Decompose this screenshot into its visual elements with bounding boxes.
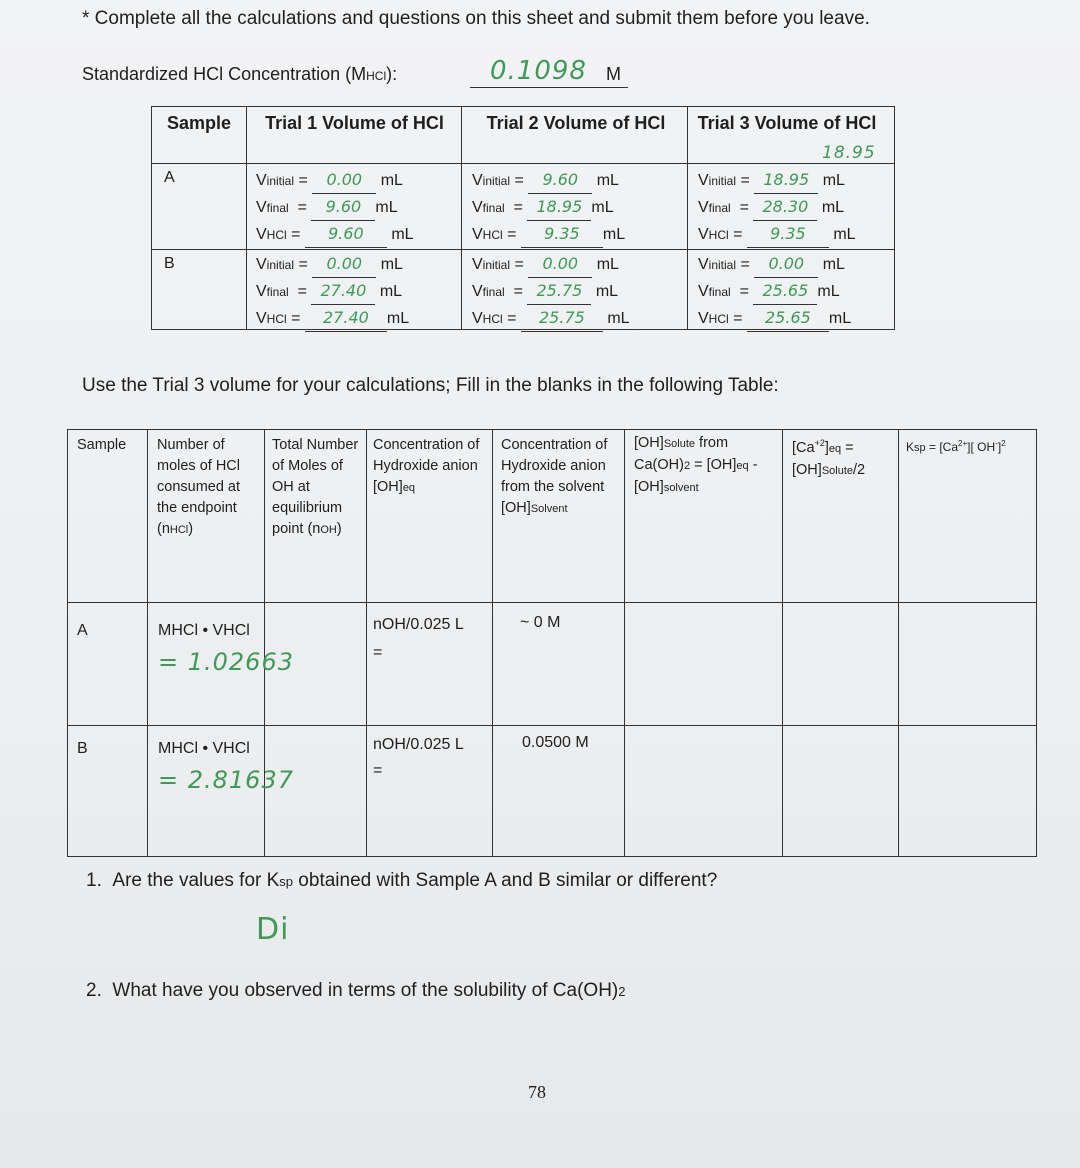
question-1: 1. Are the values for Ksp obtained with Sample A and B similar or different? xyxy=(86,870,718,891)
h2-conc-oh-solvent: Concentration of Hydroxide anion from the solvent [OH]Solvent xyxy=(501,437,608,516)
row-a-solvent: ~ 0 M xyxy=(520,614,561,631)
row-b-conc-formula: nOH/0.025 L xyxy=(373,736,464,753)
b-trial1: Vinitial = 0.00 mL Vfinal = 27.40 mL VHCl = 27.40 mL xyxy=(256,251,409,332)
page-number: 78 xyxy=(528,1082,546,1102)
trial3-instruction: Use the Trial 3 volume for your calculations; Fill in the blanks in the following Table: xyxy=(82,375,779,396)
header-sample: Sample xyxy=(166,113,232,133)
a-trial1: Vinitial = 0.00 mL Vfinal = 9.60 mL VHCl = 9.60 mL xyxy=(256,167,414,248)
question-2: 2. What have you observed in terms of the solubility of Ca(OH)2 xyxy=(86,980,626,1001)
header-trial3: Trial 3 Volume of HCl xyxy=(697,113,877,133)
h2-ksp: Ksp = $[Ca^{2+}]$[ OH-]$^2$ xyxy=(906,439,1006,454)
header-trial2: Trial 2 Volume of HCl xyxy=(486,113,666,133)
b-trial3: Vinitial = 0.00 mL Vfinal = 25.65 mL VHCl = 25.65 mL xyxy=(698,251,851,332)
row-a-formula: MHCl • VHCl xyxy=(158,622,250,639)
hcl-concentration-unit: M xyxy=(606,64,621,84)
sample-a-label: A xyxy=(164,169,175,186)
trial-volume-table xyxy=(151,106,895,330)
sample-b-label: B xyxy=(164,255,175,272)
standardized-label: Standardized HCl Concentration (MHCl): xyxy=(82,64,398,84)
h2-ca-eq: $[Ca^{+2}]eq$ = [OH]Solute/2 xyxy=(792,438,866,478)
b-trial2: Vinitial = 0.00 mL Vfinal = 25.75 mL VHCl = 25.75 mL xyxy=(472,251,630,332)
row-a-sample: A xyxy=(77,622,88,639)
h2-oh-solute: [OH]Solute from Ca(OH)2 = [OH]eq - [OH]solvent xyxy=(634,435,758,495)
row-a-conc-formula: nOH/0.025 L xyxy=(373,616,464,633)
h2-conc-oh-eq: Concentration of Hydroxide anion [OH]eq xyxy=(373,437,480,495)
trial3-note: 18.95 xyxy=(822,143,876,163)
row-a-conc-eq: = xyxy=(373,644,383,661)
a-trial2: Vinitial = 9.60 mL Vfinal = 18.95 mL VHCl = 9.35 mL xyxy=(472,167,625,248)
instruction-text: * Complete all the calculations and questions on this sheet and submit them before you leave. xyxy=(82,8,870,29)
row-b-formula: MHCl • VHCl xyxy=(158,740,250,757)
hcl-concentration-underline xyxy=(470,87,628,88)
row-b-sample: B xyxy=(77,740,88,757)
row-b-moles-value: = 2.81637 xyxy=(158,766,294,794)
calculation-table xyxy=(67,429,1037,857)
h2-moles-oh: Total Number of Moles of OH at equilibrium point (nOH) xyxy=(272,437,359,537)
hcl-concentration-value: 0.1098 xyxy=(490,56,587,86)
row-b-conc-eq: = xyxy=(373,762,383,779)
h2-moles-hcl: Number of moles of HCl consumed at the endpoint (nHCl) xyxy=(157,437,241,537)
h2-sample: Sample xyxy=(77,437,127,453)
row-b-solvent: 0.0500 M xyxy=(522,734,589,751)
header-trial1: Trial 1 Volume of HCl xyxy=(265,113,444,133)
row-a-moles-value: = 1.02663 xyxy=(158,648,294,676)
a-trial3: Vinitial = 18.95 mL Vfinal = 28.30 mL VHCl = 9.35 mL xyxy=(698,167,856,248)
question-1-answer: Di xyxy=(256,912,290,947)
